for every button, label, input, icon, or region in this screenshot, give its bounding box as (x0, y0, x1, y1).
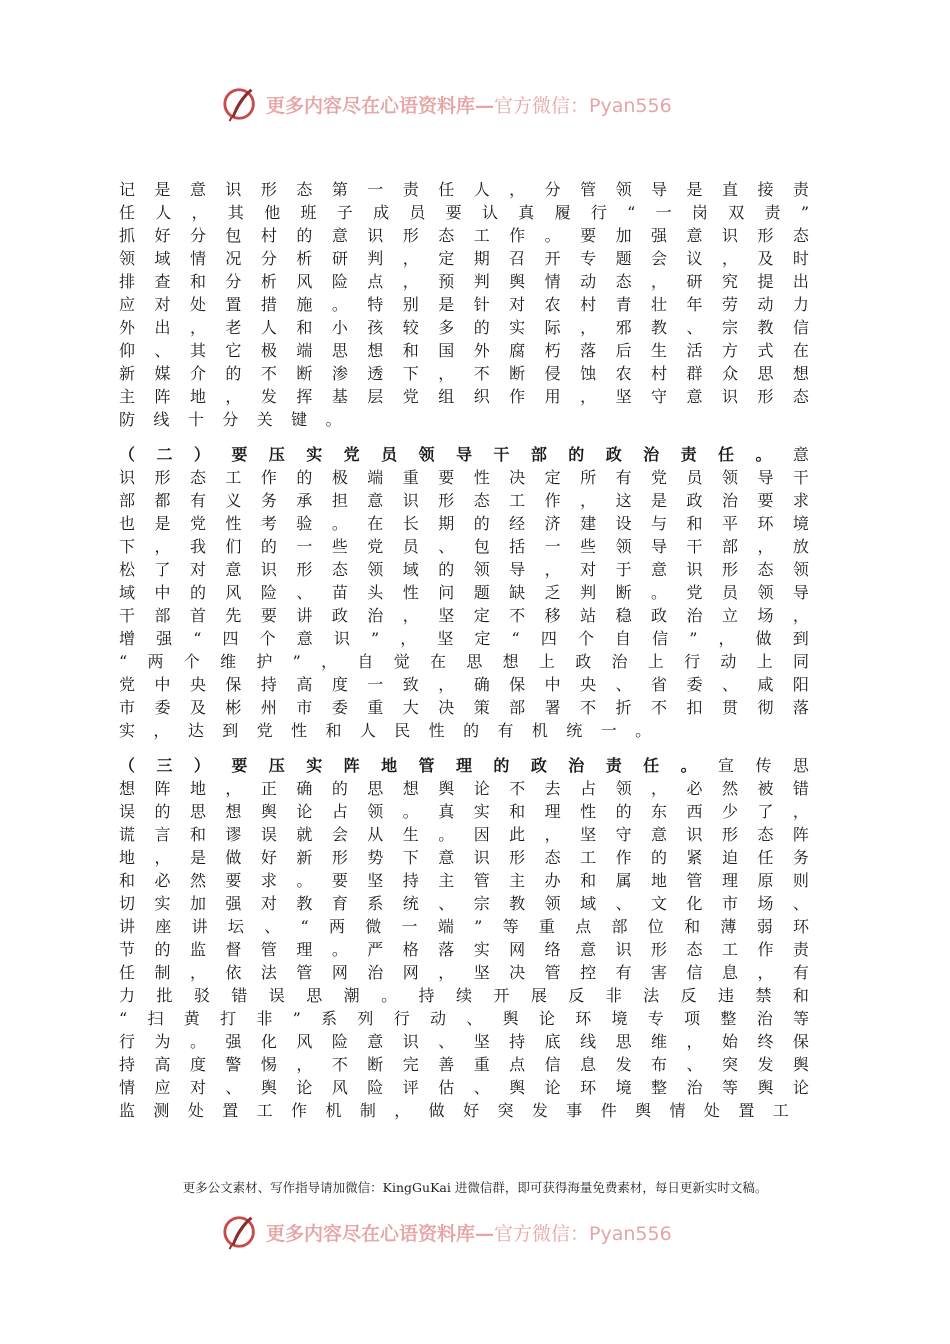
text-line: 持 高 度 警 惕 ， 不 断 完 善 重 点 信 息 发 布 、 突 发 舆 (119, 1055, 809, 1074)
paragraph (119, 754, 809, 1122)
document-body (119, 178, 809, 1122)
quill-logo-icon (222, 1213, 260, 1251)
footer-watermark (222, 1208, 742, 1256)
text-line: 任 人 ， 其 他 班 子 成 员 要 认 真 履 行 “ 一 岗 双 责 ” (119, 203, 809, 222)
paragraph (119, 443, 809, 742)
text-line: 增 强 “ 四 个 意 识 ” ， 坚 定 “ 四 个 自 信 ” ， 做 到 (119, 629, 809, 648)
text-line: 想 阵 地 ， 正 确 的 思 想 舆 论 不 去 占 领 ， 必 然 被 错 (119, 779, 809, 798)
quill-logo-icon (222, 85, 260, 123)
text-line: 部 都 有 义 务 承 担 意 识 形 态 工 作 ， 这 是 政 治 要 求 (119, 491, 809, 510)
text-line: 领 域 情 况 分 析 研 判 ， 定 期 召 开 专 题 会 议 ， 及 时 (119, 249, 809, 268)
text-line: 市 委 及 彬 州 市 委 重 大 决 策 部 署 不 折 不 扣 贯 彻 落 (119, 698, 809, 717)
text-line: 监 测 处 置 工 作 机 制 ， 做 好 突 发 事 件 舆 情 处 置 工 (119, 1101, 789, 1120)
text-line: 仰 、 其 它 极 端 思 想 和 国 外 腐 朽 落 后 生 活 方 式 在 (119, 341, 809, 360)
text-line: 记 是 意 识 形 态 第 一 责 任 人 ， 分 管 领 导 是 直 接 责 (119, 180, 809, 199)
text-line: 应 对 处 置 措 施 。 特 别 是 针 对 农 村 青 壮 年 劳 动 力 (119, 295, 809, 314)
text-line: 力 批 驳 错 误 思 潮 。 持 续 开 展 反 非 法 反 违 禁 和 (119, 986, 809, 1005)
text-line: 下 ， 我 们 的 一 些 党 员 、 包 括 一 些 领 导 干 部 ， 放 (119, 537, 809, 556)
text-line: 外 出 ， 老 人 和 小 孩 较 多 的 实 际 ， 邪 教 、 宗 教 信 (119, 318, 809, 337)
watermark-text: 更多内容尽在心语资料库—官方微信：Pyan556 (266, 94, 672, 117)
text-line: 情 应 对 、 舆 论 风 险 评 估 、 舆 论 环 境 整 治 等 舆 论 (119, 1078, 809, 1097)
text-line: 节 的 监 督 管 理 。 严 格 落 实 网 络 意 识 形 态 工 作 责 (119, 940, 809, 959)
text-line: （ 三 ） 要 压 实 阵 地 管 理 的 政 治 责 任 。 宣 传 思 (119, 756, 809, 775)
text-line: 松 了 对 意 识 形 态 领 域 的 领 导 ， 对 于 意 识 形 态 领 (119, 560, 809, 579)
text-line: 排 查 和 分 析 风 险 点 ， 预 判 舆 情 动 态 ， 研 究 提 出 (119, 272, 809, 291)
text-line: “ 两 个 维 护 ” ， 自 觉 在 思 想 上 政 治 上 行 动 上 同 (119, 652, 809, 671)
text-line: “ 扫 黄 打 非 ” 系 列 行 动 、 舆 论 环 境 专 项 整 治 等 (119, 1009, 809, 1028)
text-line: 误 的 思 想 舆 论 占 领 。 真 实 和 理 性 的 东 西 少 了 ， (119, 802, 809, 821)
text-line: 谎 言 和 谬 误 就 会 从 生 。 因 此 ， 坚 守 意 识 形 态 阵 (119, 825, 809, 844)
text-line: 和 必 然 要 求 。 要 坚 持 主 管 主 办 和 属 地 管 理 原 则 (119, 871, 809, 890)
text-line: 讲 座 讲 坛 、 “ 两 微 一 端 ” 等 重 点 部 位 和 薄 弱 环 (119, 917, 809, 936)
text-line: 行 为 。 强 化 风 险 意 识 、 坚 持 底 线 思 维 ， 始 终 保 (119, 1032, 809, 1051)
text-line: 也 是 党 性 考 验 。 在 长 期 的 经 济 建 设 与 和 平 环 境 (119, 514, 809, 533)
text-line: 抓 好 分 包 村 的 意 识 形 态 工 作 。 要 加 强 意 识 形 态 (119, 226, 809, 245)
text-line: 识 形 态 工 作 的 极 端 重 要 性 决 定 所 有 党 员 领 导 干 (119, 468, 809, 487)
text-line: 实 ， 达 到 党 性 和 人 民 性 的 有 机 统 一 。 (119, 721, 652, 740)
watermark-text: 更多内容尽在心语资料库—官方微信：Pyan556 (266, 1222, 672, 1245)
text-line: 防 线 十 分 关 键 。 (119, 410, 342, 429)
text-line: 域 中 的 风 险 、 苗 头 性 问 题 缺 乏 判 断 。 党 员 领 导 (119, 583, 809, 602)
text-line: 任 制 ， 依 法 管 网 治 网 ， 坚 决 管 控 有 害 信 息 ， 有 (119, 963, 809, 982)
text-line: （ 二 ） 要 压 实 党 员 领 导 干 部 的 政 治 责 任 。 意 (119, 445, 809, 464)
footer-note: 更多公文素材、写作指导请加微信：KingGuKai 进微信群，即可获得海量免费素材，每日更新实时文稿。 (182, 1180, 768, 1195)
paragraph (119, 178, 809, 431)
text-line: 干 部 首 先 要 讲 政 治 ， 坚 定 不 移 站 稳 政 治 立 场 ， (119, 606, 809, 625)
text-line: 地 ， 是 做 好 新 形 势 下 意 识 形 态 工 作 的 紧 迫 任 务 (119, 848, 809, 867)
header-watermark (222, 80, 742, 128)
text-line: 党 中 央 保 持 高 度 一 致 ， 确 保 中 央 、 省 委 、 咸 阳 (119, 675, 809, 694)
text-line: 主 阵 地 ， 发 挥 基 层 党 组 织 作 用 ， 坚 守 意 识 形 态 (119, 387, 809, 406)
text-line: 新 媒 介 的 不 断 渗 透 下 ， 不 断 侵 蚀 农 村 群 众 思 想 (119, 364, 809, 383)
text-line: 切 实 加 强 对 教 育 系 统 、 宗 教 领 域 、 文 化 市 场 、 (119, 894, 809, 913)
